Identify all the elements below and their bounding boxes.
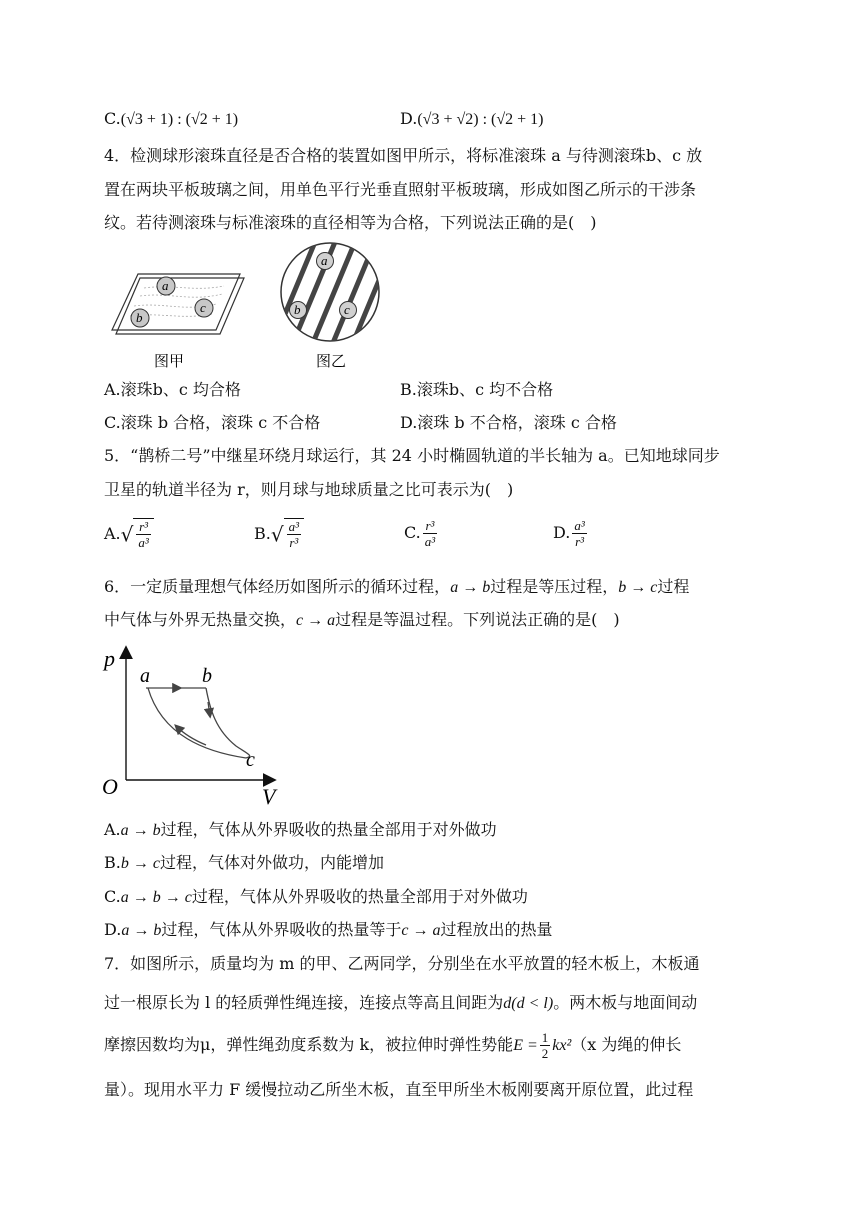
math: c → a (401, 922, 441, 939)
q4-option-c: C.滚珠 b 合格，滚珠 c 不合格 (104, 413, 321, 432)
math: a → b (450, 579, 491, 596)
q5-option-a: A.√ $\frac{\text{r³}}{\text{a³}}$ (104, 518, 154, 550)
q5-stem-line-2: 卫星的轨道半径为 r，则月球与地球质量之比可表示为( ) (104, 480, 514, 499)
text: 过程放出的热量 (440, 920, 553, 939)
q5-option-c (404, 518, 439, 549)
ball-c-label: c (344, 302, 350, 317)
process-bc (206, 688, 250, 758)
q4-option-a: A.滚珠b、c 均合格 (104, 380, 241, 399)
v-axis-label: V (262, 784, 276, 809)
option-label: C. (104, 887, 121, 906)
figure-yi-caption: 图乙 (316, 354, 347, 370)
math: a → b → c (120, 889, 192, 906)
math: kx² (552, 1037, 572, 1054)
text: 过程，气体对外做功，内能增加 (159, 853, 384, 872)
glass-plate-bottom (112, 274, 240, 330)
text: 过程，气体从外界吸收的热量全部用于对外做功 (160, 820, 497, 839)
text: 过程是等压过程， (490, 577, 619, 596)
q7-stem-line-3 (104, 1030, 681, 1061)
fraction-denominator: a³ (424, 534, 436, 549)
q5-stem-line-1: 5．“鹊桥二号”中继星环绕月球运行，其 24 小时椭圆轨道的半长轴为 a。已知地球同步 (104, 446, 720, 465)
option-label: A. (104, 820, 121, 839)
q6-option-d (104, 918, 552, 943)
pv-diagram (96, 640, 296, 810)
process-ca-arrow (176, 726, 206, 745)
q7-stem-line-4: 量）。现用水平力 F 缓慢拉动乙所坐木板，直至甲所坐木板刚要离开原位置，此过程 (104, 1080, 694, 1099)
fraction-numerator: r³ (423, 518, 437, 534)
text: 6．一定质量理想气体经历如图所示的循环过程， (104, 577, 451, 596)
text: 过一根原长为 l 的轻质弹性绳连接，连接点等高且间距为 (104, 993, 504, 1012)
q3-option-c (104, 107, 238, 132)
q4-stem-line-3: 纹。若待测滚珠与标准滚珠的直径相等为合格，下列说法正确的是( ) (104, 213, 597, 232)
option-label: C. (104, 109, 121, 128)
q4-stem-line-1: 4．检测球形滚珠直径是否合格的装置如图甲所示，将标准滚珠 a 与待测滚珠b、c 放 (104, 146, 703, 165)
q6-stem-line-2 (104, 608, 620, 633)
fraction-numerator: r³ (136, 519, 150, 535)
ball-a-label: a (321, 253, 328, 268)
option-expression: (√3 + 1) : (√2 + 1) (120, 111, 239, 128)
origin-label: O (102, 774, 118, 799)
q7-stem-line-2 (104, 991, 697, 1016)
math: b → c (120, 855, 160, 872)
text: 。两木板与地面间动 (553, 993, 698, 1012)
q3-option-d (400, 107, 544, 132)
q4-option-b: B.滚珠b、c 均不合格 (400, 380, 554, 399)
option-label: B. (254, 524, 271, 543)
text: 中气体与外界无热量交换， (104, 610, 297, 629)
text: 过程 (657, 577, 690, 596)
figure-jia (104, 262, 254, 372)
q5-option-d (553, 518, 589, 549)
ball-b-label: b (136, 310, 143, 325)
ball-c-label: c (200, 300, 206, 315)
option-label: C. (404, 523, 421, 542)
q6-option-a (104, 818, 497, 843)
q6-option-c (104, 885, 528, 910)
math: d(d < l) (503, 995, 554, 1012)
ball-a-label: a (162, 278, 169, 293)
math: E = (513, 1037, 538, 1054)
option-label: A. (104, 524, 121, 543)
q7-stem-line-1: 7．如图所示，质量均为 m 的甲、乙两同学，分别坐在水平放置的轻木板上，木板通 (104, 954, 700, 973)
ball-b-label: b (294, 302, 301, 317)
option-expression: (√3 + √2) : (√2 + 1) (417, 111, 544, 128)
point-a-label: a (140, 665, 150, 687)
q4-stem-line-2: 置在两块平板玻璃之间，用单色平行光垂直照射平板玻璃，形成如图乙所示的干涉条 (104, 180, 697, 199)
point-b-label: b (202, 665, 212, 687)
process-ca (148, 688, 246, 758)
option-label: D. (400, 109, 418, 128)
fraction-numerator: 1 (541, 1030, 549, 1045)
fraction-denominator: a³ (138, 535, 149, 550)
option-label: B. (104, 853, 121, 872)
fraction-denominator: r³ (289, 535, 299, 550)
q6-option-b (104, 851, 384, 876)
math: b → c (618, 579, 658, 596)
option-label: D. (104, 920, 122, 939)
figure-yi (270, 240, 390, 374)
math: a → b (120, 822, 161, 839)
text: 过程，气体从外界吸收的热量等于 (161, 920, 402, 939)
text: 过程是等温过程。下列说法正确的是( ) (335, 610, 620, 629)
text: （x 为绳的伸长 (571, 1035, 682, 1054)
fraction-denominator: r³ (575, 534, 585, 549)
math: a → b (121, 922, 162, 939)
text: 过程，气体从外界吸收的热量全部用于对外做功 (191, 887, 528, 906)
fraction-numerator: a³ (288, 519, 299, 534)
figure-jia-caption: 图甲 (154, 354, 185, 370)
point-c-label: c (246, 749, 255, 771)
text: 摩擦因数均为μ，弹性绳劲度系数为 k，被拉伸时弹性势能 (104, 1035, 514, 1054)
q4-option-d: D.滚珠 b 不合格，滚珠 c 合格 (400, 413, 617, 432)
fraction-numerator: a³ (574, 518, 585, 533)
math: c → a (296, 612, 336, 629)
fraction-denominator: 2 (541, 1046, 549, 1061)
option-label: D. (553, 523, 571, 542)
q5-option-b: B.√ $\frac{\text{a³}}{\text{r³}}$ (254, 518, 304, 550)
q6-stem-line-1 (104, 575, 689, 600)
p-axis-label: p (104, 646, 115, 671)
